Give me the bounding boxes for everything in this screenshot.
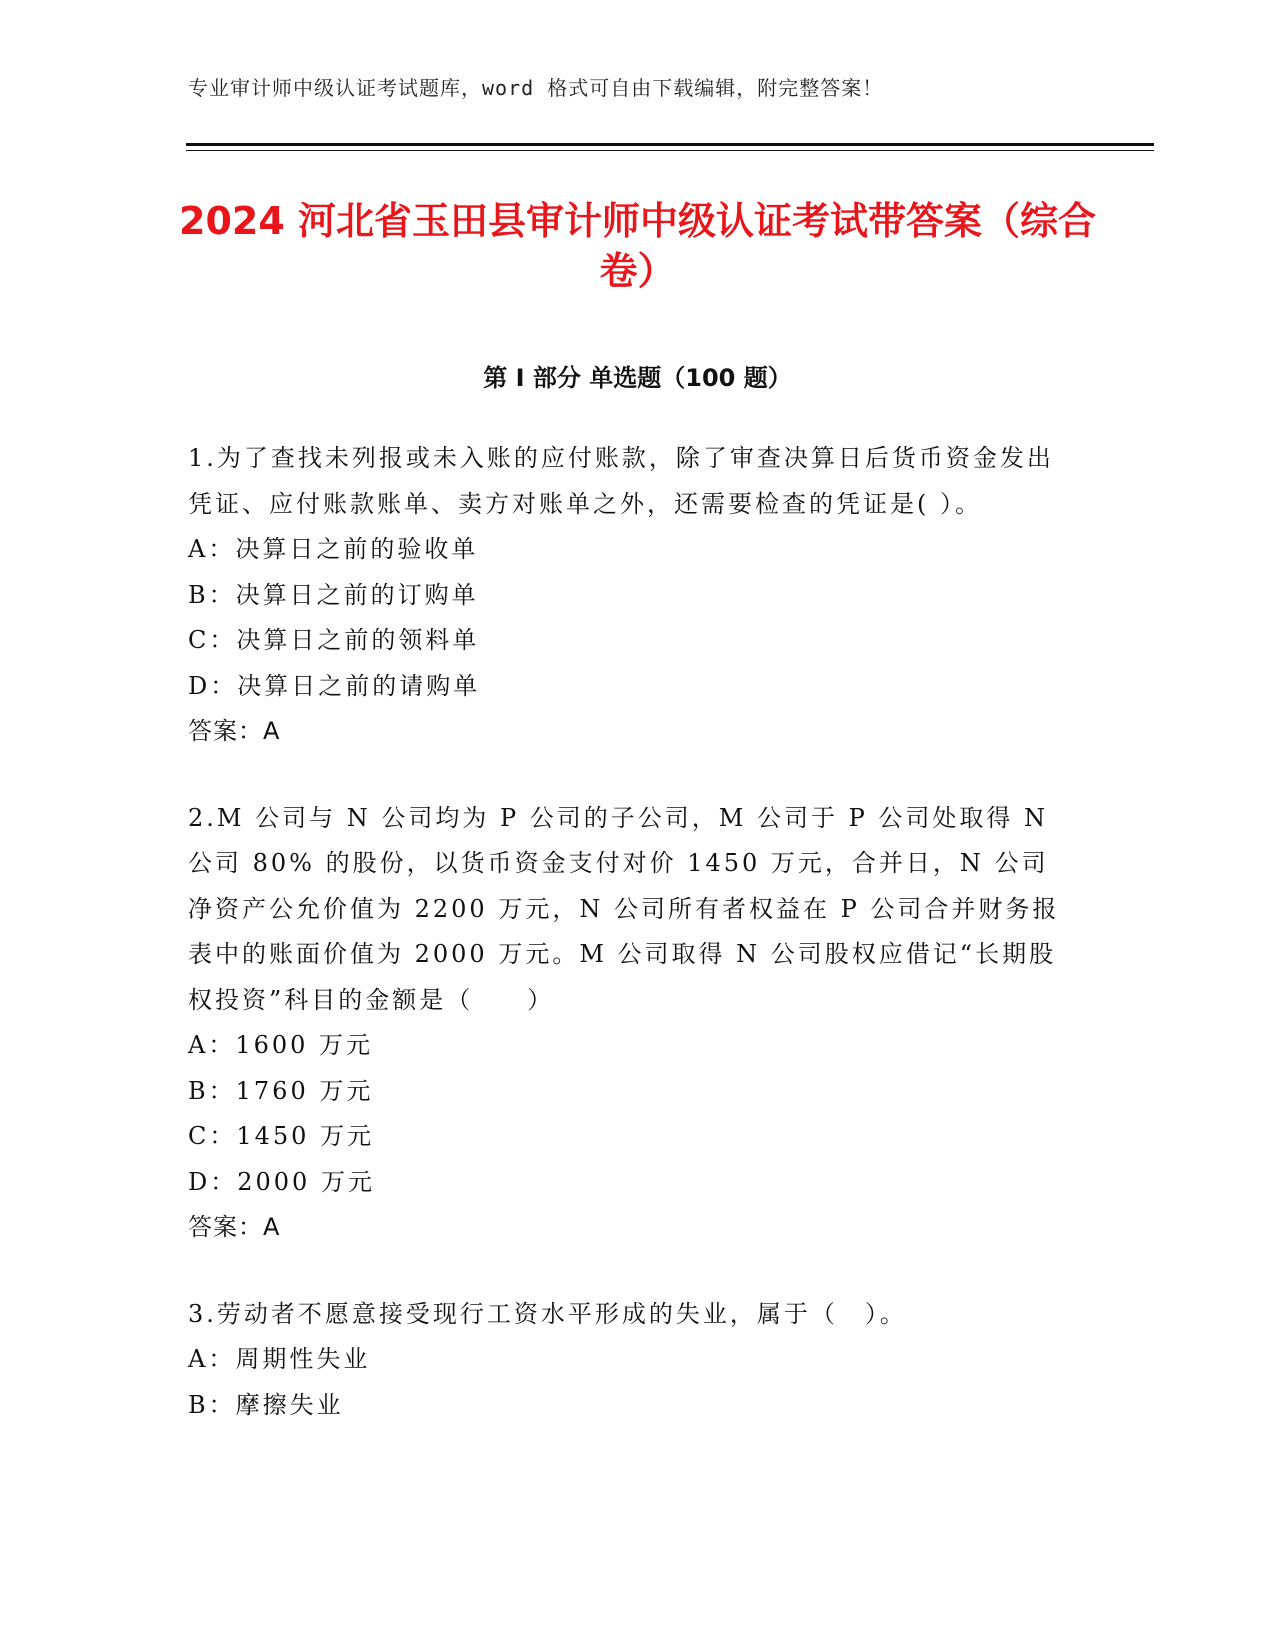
- header-note: 专业审计师中级认证考试题库，word 格式可自由下载编辑，附完整答案！: [188, 76, 884, 100]
- question-stem: 1.为了查找未列报或未入账的应付账款，除了审查决算日后货币资金发出凭证、应付账款账单、卖方对账单之外，还需要检查的凭证是( ）。: [188, 444, 1054, 518]
- answer-line: [188, 1205, 1073, 1251]
- option-a: A：周期性失业: [188, 1345, 371, 1373]
- question-3: [188, 1292, 1073, 1429]
- option-c: C：1450 万元: [188, 1122, 375, 1150]
- question-1: [188, 436, 1073, 755]
- question-2: [188, 796, 1073, 1251]
- question-stem: 2.M 公司与 N 公司均为 P 公司的子公司，M 公司于 P 公司处取得 N 公司 80% 的股份，以货币资金支付对价 1450 万元，合并日，N 公司净资产公允价值为 2200 万元，N 公司所有者权益在 P 公司合并财务报表中的账面价值为 2000 万元。M 公司取得 N 公司股权应借记“长期股权投资”科目的金额是（ ）: [188, 803, 1060, 1014]
- answer-value: A: [263, 717, 281, 745]
- answer-prefix: 答案：: [188, 1213, 263, 1241]
- question-stem: 3.劳动者不愿意接受现行工资水平形成的失业，属于（ ）。: [188, 1299, 907, 1328]
- header-rule-thin: [186, 150, 1154, 151]
- document-title: 2024 河北省玉田县审计师中级认证考试带答案（综合卷）: [179, 199, 1096, 293]
- answer-prefix: 答案：: [188, 717, 263, 745]
- option-d: D：决算日之前的请购单: [188, 671, 481, 700]
- header-rule-thick: [186, 143, 1154, 146]
- question-list: [188, 436, 1073, 1469]
- option-d: D：2000 万元: [188, 1167, 375, 1196]
- option-a: A：决算日之前的验收单: [188, 535, 479, 563]
- section-heading: 第 I 部分 单选题（100 题）: [483, 364, 792, 392]
- option-c: C：决算日之前的领料单: [188, 626, 480, 654]
- option-b: B：决算日之前的订购单: [188, 580, 479, 609]
- option-b: B：1760 万元: [188, 1076, 374, 1105]
- option-b: B：摩擦失业: [188, 1390, 344, 1419]
- answer-value: A: [263, 1213, 281, 1241]
- answer-line: [188, 709, 1073, 755]
- option-a: A：1600 万元: [188, 1031, 374, 1059]
